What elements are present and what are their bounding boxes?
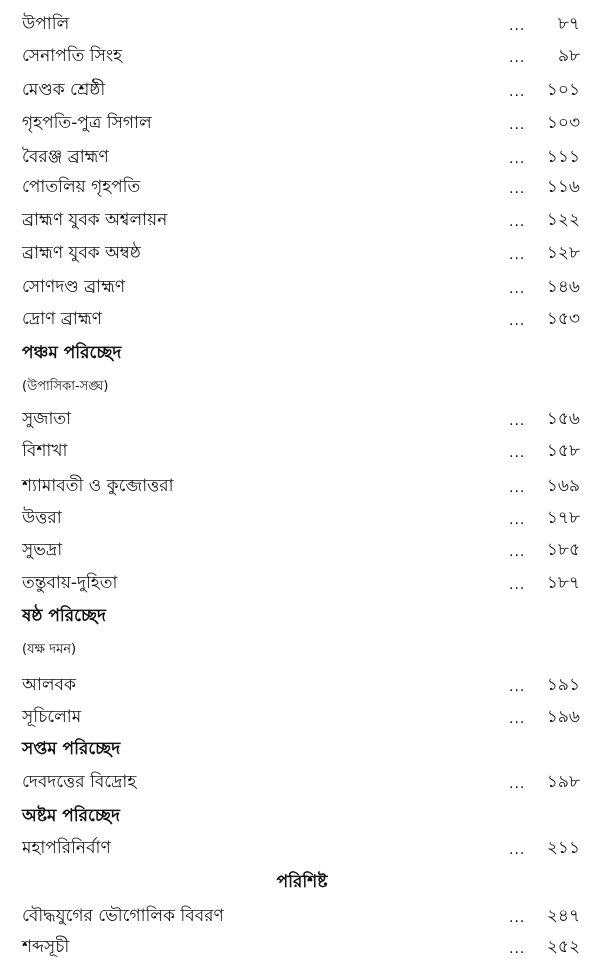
page-number: ১৭৮ bbox=[546, 508, 580, 528]
leader-dots: ... bbox=[509, 214, 526, 230]
toc-entry bbox=[22, 538, 582, 566]
leader-dots: ... bbox=[509, 544, 526, 560]
leader-dots: ... bbox=[509, 577, 526, 593]
page-number: ১৯৮ bbox=[546, 772, 580, 792]
page-number: ১৫৩ bbox=[546, 309, 580, 329]
entry-title: শব্দসূচী bbox=[22, 937, 70, 957]
leader-dots: ... bbox=[509, 910, 526, 926]
appendix-title: পরিশিষ্ট bbox=[276, 872, 328, 892]
toc-entry bbox=[22, 836, 582, 864]
toc-entry bbox=[22, 474, 582, 502]
leader-dots: ... bbox=[509, 711, 526, 727]
entry-title: বৈরঞ্জ ব্রাহ্মণ bbox=[22, 147, 109, 167]
entry-title: সেনাপতি সিংহ bbox=[22, 46, 123, 66]
page-number: ১৮৫ bbox=[546, 540, 580, 560]
entry-title: উপালি bbox=[22, 14, 70, 34]
leader-dots: ... bbox=[509, 445, 526, 461]
toc-entry bbox=[22, 571, 582, 599]
page-number: ১৪৬ bbox=[546, 277, 580, 297]
toc-entry bbox=[22, 935, 582, 963]
page-number: ১৫৬ bbox=[546, 409, 580, 429]
toc-entry bbox=[22, 241, 582, 269]
entry-title: বৌদ্ধযুগের ভৌগোলিক বিবরণ bbox=[22, 906, 224, 926]
entry-title: ব্রাহ্মণ যুবক অশ্বলায়ন bbox=[22, 210, 168, 230]
leader-dots: ... bbox=[509, 247, 526, 263]
toc-entry bbox=[22, 12, 582, 40]
leader-dots: ... bbox=[509, 941, 526, 957]
leader-dots: ... bbox=[509, 842, 526, 858]
entry-title: তন্তুবায়-দুহিতা bbox=[22, 573, 118, 593]
leader-dots: ... bbox=[509, 281, 526, 297]
page-number: ১৮৭ bbox=[546, 573, 580, 593]
page-number: ১৯৬ bbox=[546, 707, 580, 727]
page-number: ২৪৭ bbox=[546, 906, 580, 926]
entry-title: দ্রোণ ব্রাহ্মণ bbox=[22, 309, 102, 329]
entry-title: সুভদ্রা bbox=[22, 540, 63, 560]
section-subtitle bbox=[22, 638, 582, 666]
leader-dots: ... bbox=[509, 84, 526, 100]
toc-entry bbox=[22, 111, 582, 139]
leader-dots: ... bbox=[509, 50, 526, 66]
page-number: ১০১ bbox=[546, 80, 580, 100]
page-number: ১১১ bbox=[546, 147, 580, 167]
page-number: ১৫৮ bbox=[546, 441, 580, 461]
toc-entry bbox=[22, 439, 582, 467]
chapter-heading bbox=[22, 341, 582, 369]
page-number: ১৯১ bbox=[546, 675, 580, 695]
entry-title: সোণদণ্ড ব্রাহ্মণ bbox=[22, 277, 126, 297]
toc-entry bbox=[22, 145, 582, 173]
toc-entry bbox=[22, 407, 582, 435]
entry-title: মহাপরিনির্বাণ bbox=[22, 838, 111, 858]
toc-entry bbox=[22, 275, 582, 303]
page-number: ১০৩ bbox=[546, 113, 580, 133]
toc-entry bbox=[22, 673, 582, 701]
chapter-title: পঞ্চম পরিচ্ছেদ bbox=[22, 343, 122, 363]
entry-title: সূচিলোম bbox=[22, 707, 82, 727]
page-number: ৮৭ bbox=[557, 14, 580, 34]
section-subtitle bbox=[22, 375, 582, 403]
toc-entry bbox=[22, 506, 582, 534]
toc-entry bbox=[22, 770, 582, 798]
leader-dots: ... bbox=[509, 512, 526, 528]
page-number: ১১৬ bbox=[546, 177, 580, 197]
entry-title: গৃহপতি-পুত্র সিগাল bbox=[22, 113, 152, 133]
page-number: ৯৮ bbox=[557, 46, 580, 66]
page-number: ১২২ bbox=[546, 210, 580, 230]
toc-entry bbox=[22, 78, 582, 106]
entry-title: বিশাখা bbox=[22, 441, 68, 461]
subtitle-text: (যক্ষ দমন) bbox=[22, 642, 77, 657]
entry-title: পোতলিয় গৃহপতি bbox=[22, 177, 141, 197]
entry-title: সুজাতা bbox=[22, 409, 72, 429]
leader-dots: ... bbox=[509, 117, 526, 133]
leader-dots: ... bbox=[509, 18, 526, 34]
toc-entry bbox=[22, 175, 582, 203]
toc-entry bbox=[22, 307, 582, 335]
toc-entry bbox=[22, 208, 582, 236]
toc-entry bbox=[22, 705, 582, 733]
chapter-heading bbox=[22, 604, 582, 632]
leader-dots: ... bbox=[509, 413, 526, 429]
leader-dots: ... bbox=[509, 181, 526, 197]
page-number: ১৬৯ bbox=[546, 476, 580, 496]
leader-dots: ... bbox=[509, 679, 526, 695]
page-number: ১২৮ bbox=[546, 243, 580, 263]
entry-title: আলবক bbox=[22, 675, 76, 695]
entry-title: মেণ্ডক শ্রেষ্ঠী bbox=[22, 80, 106, 100]
chapter-title: অষ্টম পরিচ্ছেদ bbox=[22, 806, 120, 826]
chapter-title: সপ্তম পরিচ্ছেদ bbox=[22, 739, 121, 759]
subtitle-text: (উপাসিকা-সঙ্ঘ) bbox=[22, 379, 109, 394]
chapter-title: ষষ্ঠ পরিচ্ছেদ bbox=[22, 606, 106, 626]
chapter-heading bbox=[22, 737, 582, 765]
toc-entry bbox=[22, 44, 582, 72]
entry-title: শ্যামাবতী ও কুব্জোত্তরা bbox=[22, 476, 174, 496]
leader-dots: ... bbox=[509, 776, 526, 792]
leader-dots: ... bbox=[509, 313, 526, 329]
entry-title: ব্রাহ্মণ যুবক অম্বষ্ঠ bbox=[22, 243, 141, 263]
leader-dots: ... bbox=[509, 151, 526, 167]
entry-title: দেবদত্তের বিদ্রোহ bbox=[22, 772, 137, 792]
toc-entry bbox=[22, 904, 582, 932]
appendix-heading bbox=[22, 870, 582, 898]
leader-dots: ... bbox=[509, 480, 526, 496]
entry-title: উত্তরা bbox=[22, 508, 62, 528]
page-number: ২১১ bbox=[546, 838, 580, 858]
chapter-heading bbox=[22, 804, 582, 832]
page-number: ২৫২ bbox=[546, 937, 580, 957]
